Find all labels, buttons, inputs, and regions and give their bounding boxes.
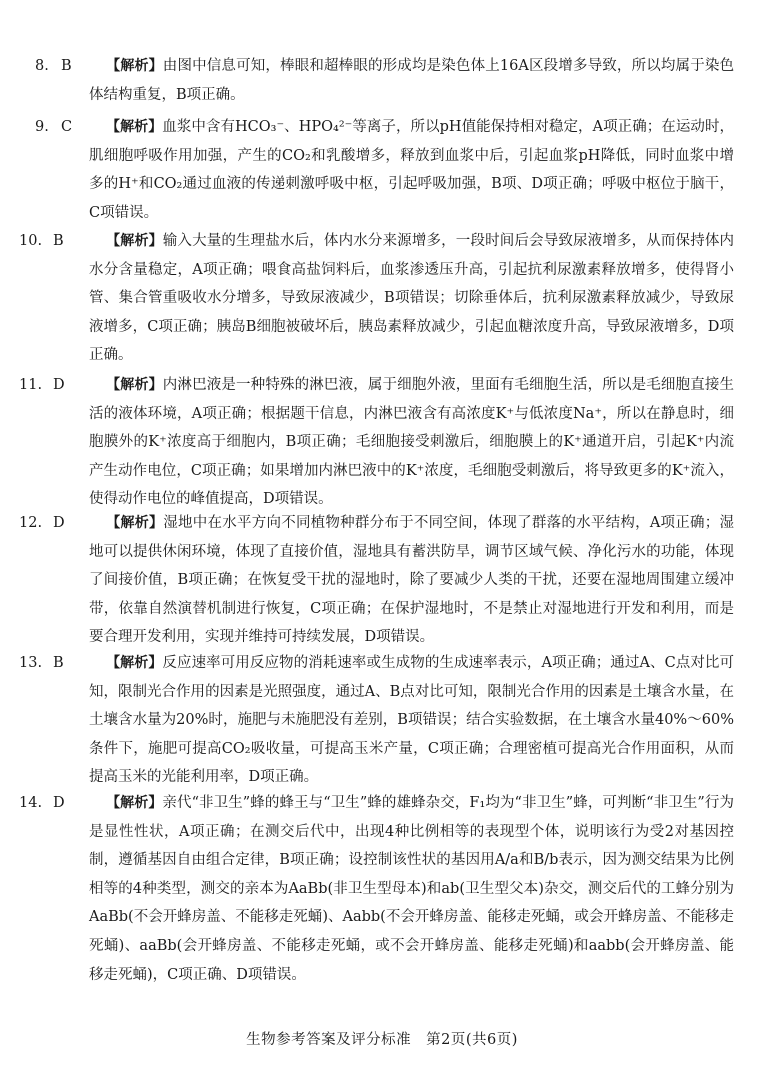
question-number: 8. bbox=[35, 58, 49, 74]
question-number: 10. bbox=[19, 233, 43, 249]
answer-item-11 bbox=[19, 371, 735, 514]
analysis-text: 血浆中含有HCO₃⁻、HPO₄²⁻等离子，所以pH值能保持相对稳定，A项正确；在运动时，肌细胞呼吸作用加强，产生的CO₂和乳酸增多，释放到血浆中后，引起血浆pH降低，同时血浆中增多的H⁺和CO₂通过血液的传递刺激呼吸中枢，引起呼吸加强，B项、D项正确；呼吸中枢位于脑干，C项错误。 bbox=[89, 119, 735, 221]
question-number: 13. bbox=[19, 655, 43, 671]
analysis-tag: 【解析】 bbox=[106, 795, 163, 811]
analysis-text: 输入大量的生理盐水后，体内水分来源增多，一段时间后会导致尿液增多，从而保持体内水分含量稳定，A项正确；喂食高盐饲料后，血浆渗透压升高，引起抗利尿激素释放增多，使得肾小管、集合管重吸收水分增多，导致尿液减少，B项错误；切除垂体后，抗利尿激素释放减少，导致尿液增多，C项正确；胰岛B细胞被破坏后，胰岛素释放减少，引起血糖浓度升高，导致尿液增多，D项正确。 bbox=[89, 233, 735, 364]
analysis-tag: 【解析】 bbox=[106, 58, 163, 74]
analysis-text: 反应速率可用反应物的消耗速率或生成物的生成速率表示，A项正确；通过A、C点对比可知，限制光合作用的因素是光照强度，通过A、B点对比可知，限制光合作用的因素是土壤含水量，在土壤含水量为20%时，施肥与未施肥没有差别，B项错误；结合实验数据，在土壤含水量40%～60%条件下，施肥可提高CO₂吸收量，可提高玉米产量，C项正确；合理密植可提高光合作用面积，从而提高玉米的光能利用率，D项正确。 bbox=[89, 655, 735, 786]
analysis-tag: 【解析】 bbox=[106, 119, 163, 135]
answer-item-12 bbox=[19, 509, 735, 652]
analysis-text: 由图中信息可知，棒眼和超棒眼的形成均是染色体上16A区段增多导致，所以均属于染色体结构重复，B项正确。 bbox=[89, 58, 735, 103]
question-number: 11. bbox=[19, 377, 43, 393]
question-number: 14. bbox=[19, 795, 43, 811]
answer-letter: D bbox=[53, 515, 65, 531]
answer-item-14 bbox=[19, 789, 734, 989]
analysis-tag: 【解析】 bbox=[106, 655, 163, 671]
answer-letter: B bbox=[61, 58, 72, 74]
answer-item-13 bbox=[19, 649, 735, 792]
page-footer: 生物参考答案及评分标准 第2页(共6页) bbox=[246, 1032, 518, 1048]
analysis-tag: 【解析】 bbox=[106, 377, 163, 393]
question-number: 12. bbox=[19, 515, 43, 531]
analysis-text: 湿地中在水平方向不同植物种群分布于不同空间，体现了群落的水平结构，A项正确；湿地可以提供休闲环境，体现了直接价值，湿地具有蓄洪防旱，调节区域气候、净化污水的功能，体现了间接价值，B项正确；在恢复受干扰的湿地时，除了要减少人类的干扰，还要在湿地周围建立缓冲带，依靠自然演替机制进行恢复，C项正确；在保护湿地时，不是禁止对湿地进行开发和利用，而是要合理开发利用，实现并维持可持续发展，D项错误。 bbox=[89, 515, 735, 646]
answer-letter: D bbox=[53, 795, 65, 811]
answer-letter: B bbox=[53, 233, 64, 249]
analysis-text: 内淋巴液是一种特殊的淋巴液，属于细胞外液，里面有毛细胞生活，所以是毛细胞直接生活的液体环境，A项正确；根据题干信息，内淋巴液含有高浓度K⁺与低浓度Na⁺，所以在静息时，细胞膜外的K⁺浓度高于细胞内，B项正确；毛细胞接受刺激后，细胞膜上的K⁺通道开启，引起K⁺内流产生动作电位，C项正确；如果增加内淋巴液中的K⁺浓度，毛细胞受刺激后，将导致更多的K⁺流入，使得动作电位的峰值提高，D项错误。 bbox=[89, 377, 735, 508]
answer-item-9 bbox=[35, 113, 735, 227]
question-number: 9. bbox=[35, 119, 49, 135]
answer-item-8 bbox=[35, 52, 735, 109]
answer-letter: C bbox=[61, 119, 73, 135]
analysis-text: 亲代“非卫生”蜂的蜂王与“卫生”蜂的雄蜂杂交，F₁均为“非卫生”蜂，可判断“非卫生”行为是显性性状，A项正确；在测交后代中，出现4种比例相等的表现型个体，说明该行为受2对基因控制，遵循基因自由组合定律，B项正确；设控制该性状的基因用A/a和B/b表示，因为测交结果为比例相等的4种类型，测交的亲本为AaBb(非卫生型母本)和ab(卫生型父本)杂交，测交后代的工蜂分别为AaBb(不会开蜂房盖、不能移走死蛹)、Aabb(不会开蜂房盖、能移走死蛹，或会开蜂房盖、不能移走死蛹)、aaBb(会开蜂房盖、不能移走死蛹，或不会开蜂房盖、能移走死蛹)和aabb(会开蜂房盖、能移走死蛹)，C项正确、D项错误。 bbox=[89, 795, 734, 983]
answer-letter: B bbox=[53, 655, 64, 671]
answer-item-10 bbox=[19, 227, 735, 370]
analysis-tag: 【解析】 bbox=[106, 233, 163, 249]
answer-letter: D bbox=[53, 377, 65, 393]
analysis-tag: 【解析】 bbox=[106, 515, 164, 531]
